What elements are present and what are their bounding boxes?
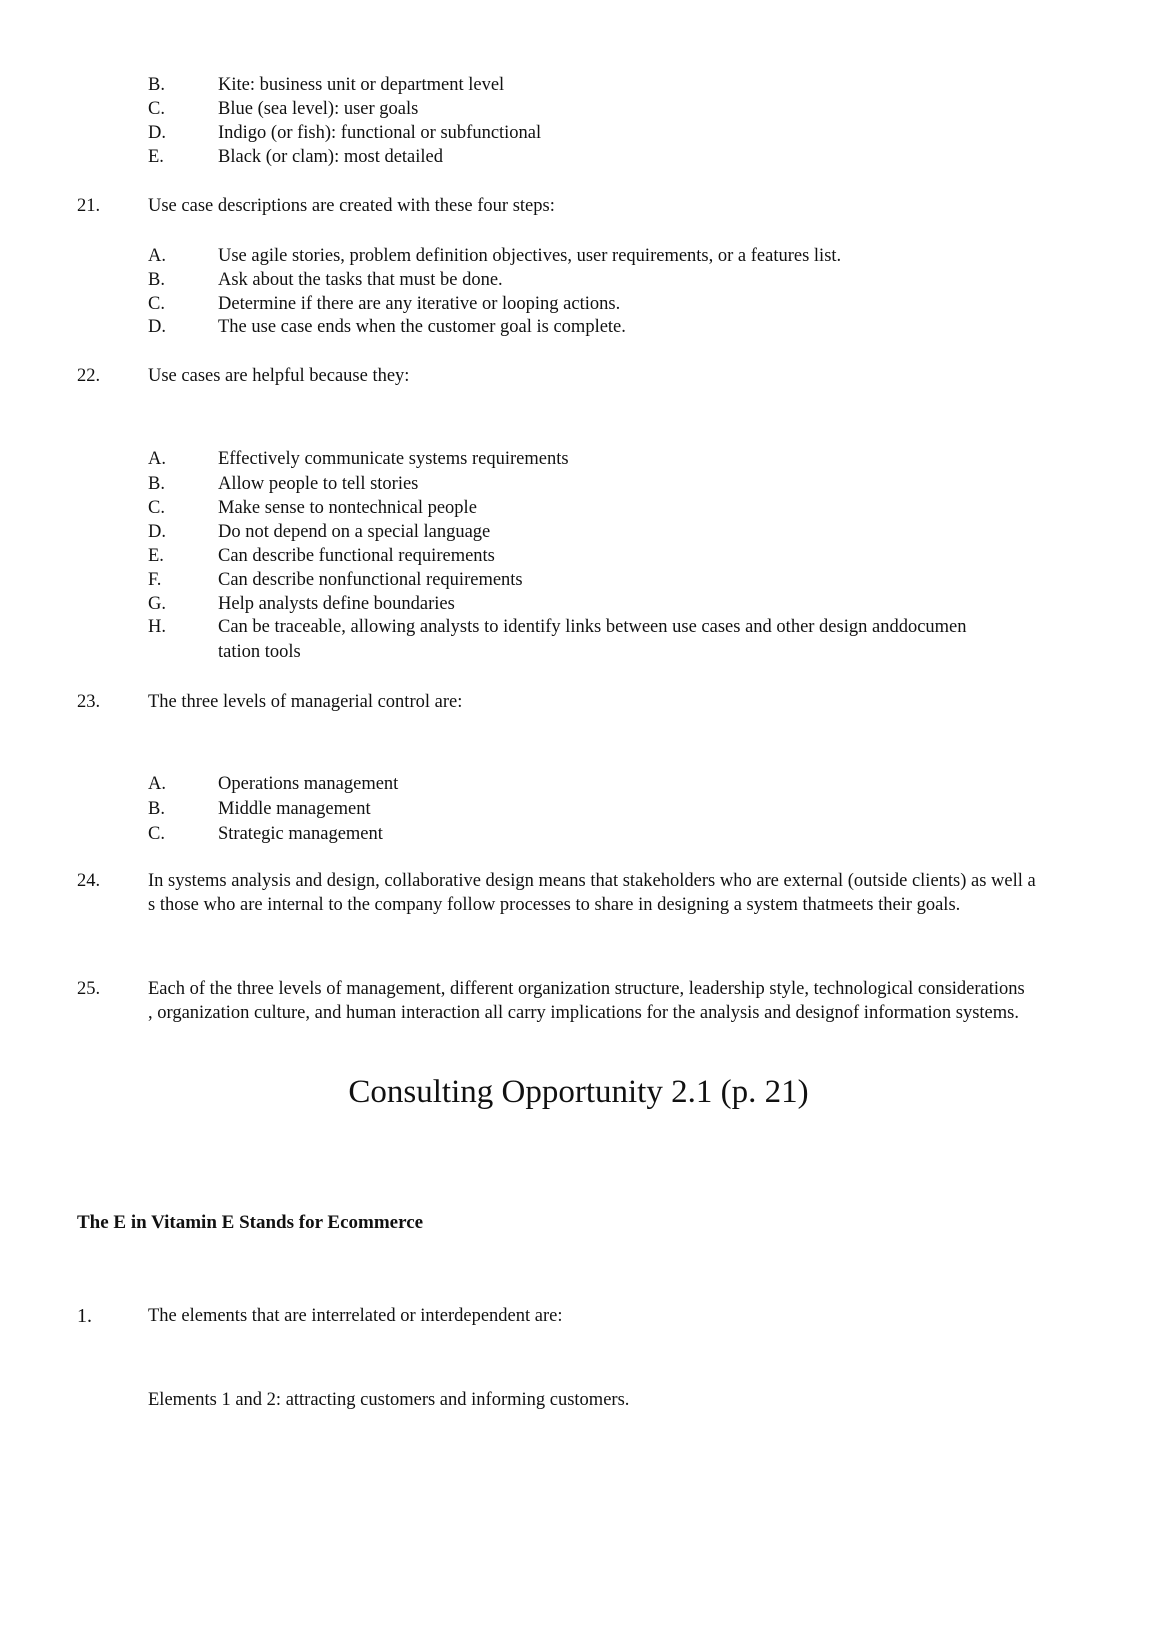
item-text: Black (or clam): most detailed (218, 147, 444, 167)
section-title: Consulting Opportunity 2.1 (p. 21) (348, 1074, 809, 1110)
item-label: D. (148, 123, 166, 143)
item-label: C. (148, 294, 165, 314)
item-label: C. (148, 498, 165, 518)
item-label: G. (148, 594, 166, 614)
item-text: Effectively communicate systems requirements (218, 449, 569, 469)
case-title: The E in Vitamin E Stands for Ecommerce (77, 1212, 424, 1233)
item-text: Indigo (or fish): functional or subfunctional (218, 123, 542, 143)
item-text: Determine if there are any iterative or looping actions. (218, 294, 621, 314)
item-text: Help analysts define boundaries (218, 594, 455, 614)
item-label: A. (148, 246, 166, 266)
item-label: B. (148, 474, 165, 494)
item-label: D. (148, 522, 166, 542)
question-text-line1: In systems analysis and design, collaborative design means that stakeholders who are external (outside clients) as well a (148, 871, 1036, 891)
question-number: 24. (77, 871, 101, 891)
item-text: Blue (sea level): user goals (218, 99, 419, 119)
item-label: D. (148, 317, 166, 337)
question-text-line1: Each of the three levels of management, different organization structure, leadership style, technological considerations (148, 979, 1025, 999)
item-text: The use case ends when the customer goal is complete. (218, 317, 626, 337)
item-text: Can describe functional requirements (218, 546, 495, 566)
question-number: 22. (77, 366, 101, 386)
item-label: A. (148, 774, 166, 794)
question-text-line2: , organization culture, and human interaction all carry implications for the analysis and designof information systems. (148, 1003, 1019, 1023)
question-text: Use cases are helpful because they: (148, 366, 410, 386)
question-text: The three levels of managerial control are: (148, 692, 463, 712)
item-label: B. (148, 270, 165, 290)
item-text: Operations management (218, 774, 399, 794)
item-text: Ask about the tasks that must be done. (218, 270, 503, 290)
item-label: E. (148, 546, 164, 566)
item-label: F. (148, 570, 162, 590)
item-text: Do not depend on a special language (218, 522, 491, 542)
item-label: C. (148, 824, 165, 844)
item-label: C. (148, 99, 165, 119)
question-text: Use case descriptions are created with these four steps: (148, 196, 555, 216)
item-label: A. (148, 449, 166, 469)
item-label: H. (148, 617, 166, 637)
item-text: Kite: business unit or department level (218, 75, 505, 95)
question-number: 23. (77, 692, 101, 712)
item-label: B. (148, 799, 165, 819)
item-text: Can describe nonfunctional requirements (218, 570, 523, 590)
item-text: Can be traceable, allowing analysts to identify links between use cases and other design anddocumen (218, 617, 967, 637)
item-text: Make sense to nontechnical people (218, 498, 477, 518)
question-text-line2: s those who are internal to the company follow processes to share in designing a system thatmeets their goals. (148, 895, 961, 915)
item-text: Middle management (218, 799, 371, 819)
item-label: B. (148, 75, 165, 95)
item-text: tation tools (218, 642, 301, 662)
answer-text: Elements 1 and 2: attracting customers and informing customers. (148, 1390, 630, 1410)
question-number: 1. (77, 1305, 92, 1327)
item-text: Strategic management (218, 824, 383, 844)
question-text: The elements that are interrelated or interdependent are: (148, 1306, 563, 1326)
question-number: 21. (77, 196, 101, 216)
question-number: 25. (77, 979, 101, 999)
item-text: Allow people to tell stories (218, 474, 419, 494)
item-text: Use agile stories, problem definition objectives, user requirements, or a features list. (218, 246, 842, 266)
item-label: E. (148, 147, 164, 167)
